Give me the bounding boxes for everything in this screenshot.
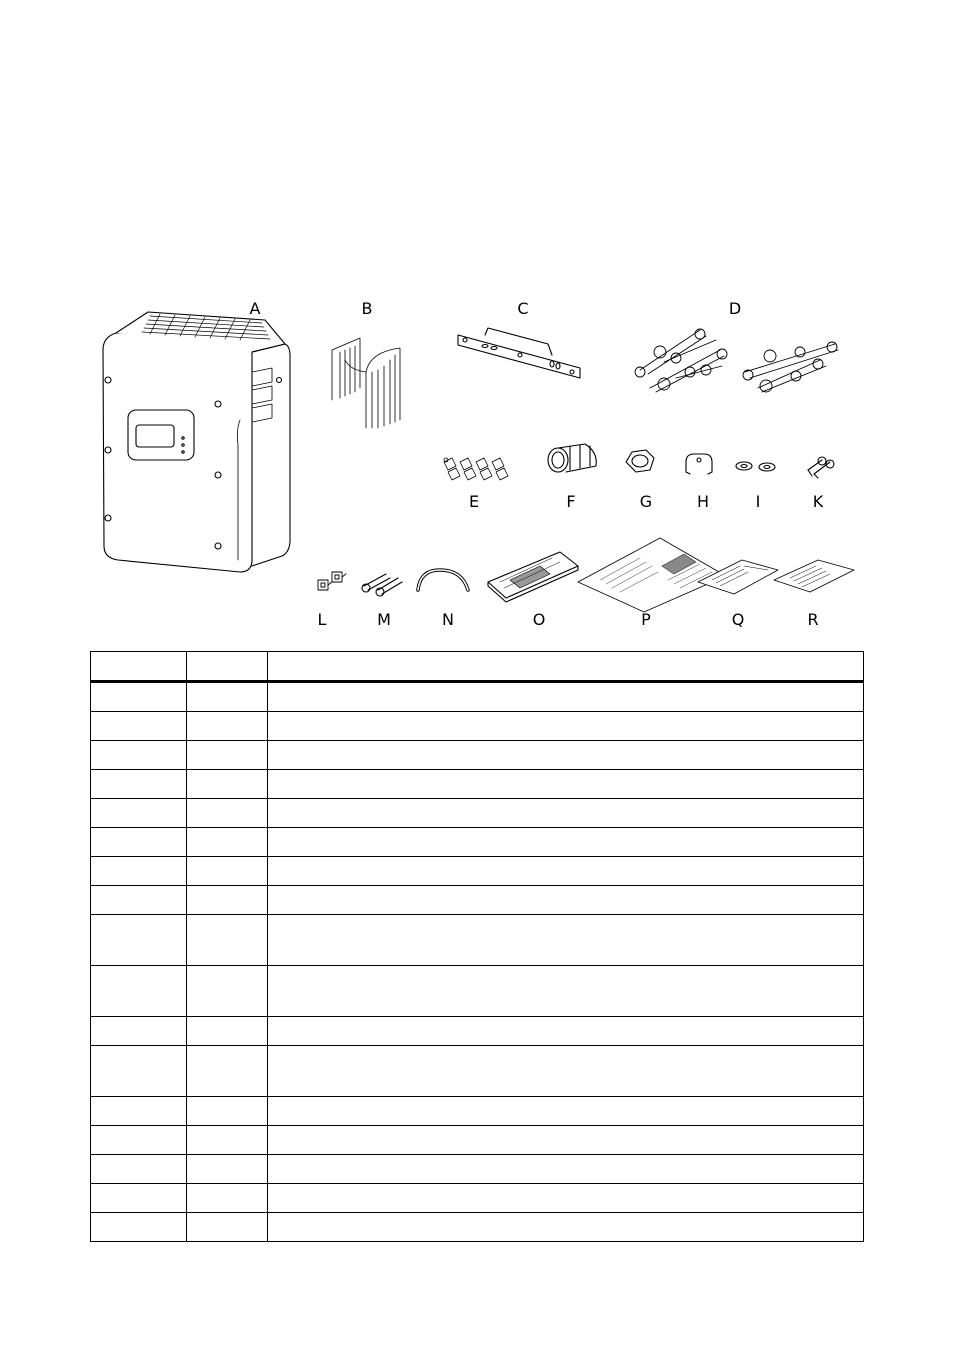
cell-quantity	[187, 1184, 268, 1213]
cell-quantity	[187, 857, 268, 886]
cell-designation	[268, 1184, 864, 1213]
cell-position	[91, 1126, 187, 1155]
cell-designation	[268, 1017, 864, 1046]
cell-quantity	[187, 915, 268, 966]
screws-drawing	[808, 457, 834, 478]
table-row	[91, 828, 864, 857]
cell-designation	[268, 1097, 864, 1126]
table-row	[91, 886, 864, 915]
table-row	[91, 966, 864, 1017]
clamp-drawing	[686, 454, 712, 474]
cell-quantity	[187, 1017, 268, 1046]
cell-position	[91, 799, 187, 828]
cell-quantity	[187, 741, 268, 770]
cell-designation	[268, 1213, 864, 1242]
cell-designation	[268, 966, 864, 1017]
cell-position	[91, 1046, 187, 1097]
wall-bracket-drawing	[458, 328, 580, 378]
info-sheet-drawing	[774, 560, 854, 592]
cable-loop-drawing	[418, 570, 468, 590]
label-p: P	[641, 610, 651, 629]
label-o: O	[532, 610, 546, 629]
washers-drawing	[736, 462, 775, 471]
cell-quantity	[187, 1126, 268, 1155]
cable-gland-drawing	[548, 444, 596, 472]
cell-quantity	[187, 1155, 268, 1184]
table-row	[91, 770, 864, 799]
table-row	[91, 1097, 864, 1126]
cell-position	[91, 741, 187, 770]
table-row	[91, 857, 864, 886]
cell-designation	[268, 1155, 864, 1184]
label-i: I	[755, 492, 761, 511]
cell-designation	[268, 799, 864, 828]
terminals-drawing	[318, 572, 346, 590]
header-designation	[268, 652, 864, 682]
parts-illustration	[0, 0, 954, 640]
table-row	[91, 1126, 864, 1155]
label-g: G	[639, 492, 653, 511]
lock-nut-drawing	[626, 450, 654, 472]
label-m: M	[377, 610, 391, 629]
label-d: D	[728, 299, 742, 318]
cell-quantity	[187, 799, 268, 828]
cell-designation	[268, 915, 864, 966]
label-k: K	[812, 492, 824, 511]
cell-position	[91, 770, 187, 799]
table-header-row	[91, 652, 864, 682]
cell-quantity	[187, 1213, 268, 1242]
table-row	[91, 1184, 864, 1213]
table-row	[91, 1155, 864, 1184]
cell-designation	[268, 1046, 864, 1097]
header-quantity	[187, 652, 268, 682]
label-f: F	[566, 492, 576, 511]
table-row	[91, 712, 864, 741]
table-row	[91, 799, 864, 828]
cell-designation	[268, 741, 864, 770]
cell-quantity	[187, 966, 268, 1017]
cell-position	[91, 828, 187, 857]
table-row	[91, 741, 864, 770]
plugs-drawing	[362, 574, 402, 596]
cell-position	[91, 886, 187, 915]
parts-table-container	[90, 651, 863, 1242]
cell-position	[91, 1213, 187, 1242]
cell-designation	[268, 828, 864, 857]
small-parts-drawing	[444, 458, 508, 480]
cell-position	[91, 1155, 187, 1184]
inverter-drawing	[103, 312, 290, 572]
cell-designation	[268, 857, 864, 886]
label-e: E	[468, 492, 480, 511]
label-n: N	[442, 610, 454, 629]
cell-quantity	[187, 1097, 268, 1126]
table-row	[91, 682, 864, 712]
dc-connectors-drawing	[635, 329, 838, 392]
label-b: B	[361, 299, 373, 318]
parts-table	[90, 651, 864, 1242]
label-c: C	[517, 299, 529, 318]
cell-designation	[268, 770, 864, 799]
table-row	[91, 1046, 864, 1097]
cell-designation	[268, 1126, 864, 1155]
cell-quantity	[187, 682, 268, 712]
heatsink-drawing	[332, 338, 400, 428]
label-l: L	[317, 610, 327, 629]
cell-position	[91, 682, 187, 712]
label-h: H	[696, 492, 710, 511]
supplementary-sheet-drawing	[698, 560, 778, 594]
header-position	[91, 652, 187, 682]
label-q: Q	[731, 610, 745, 629]
cell-position	[91, 712, 187, 741]
cell-quantity	[187, 770, 268, 799]
cell-designation	[268, 682, 864, 712]
cell-position	[91, 857, 187, 886]
table-row	[91, 915, 864, 966]
cell-designation	[268, 886, 864, 915]
cell-position	[91, 966, 187, 1017]
cell-position	[91, 1097, 187, 1126]
label-a: A	[249, 299, 261, 318]
cell-position	[91, 915, 187, 966]
cell-position	[91, 1017, 187, 1046]
cell-quantity	[187, 1046, 268, 1097]
table-row	[91, 1017, 864, 1046]
cell-quantity	[187, 886, 268, 915]
label-r: R	[807, 610, 819, 629]
installation-poster-drawing	[578, 538, 726, 612]
cell-quantity	[187, 712, 268, 741]
cell-quantity	[187, 828, 268, 857]
manual-booklet-drawing	[488, 552, 578, 602]
cell-designation	[268, 712, 864, 741]
table-row	[91, 1213, 864, 1242]
scope-of-delivery-figure	[0, 0, 954, 640]
cell-position	[91, 1184, 187, 1213]
